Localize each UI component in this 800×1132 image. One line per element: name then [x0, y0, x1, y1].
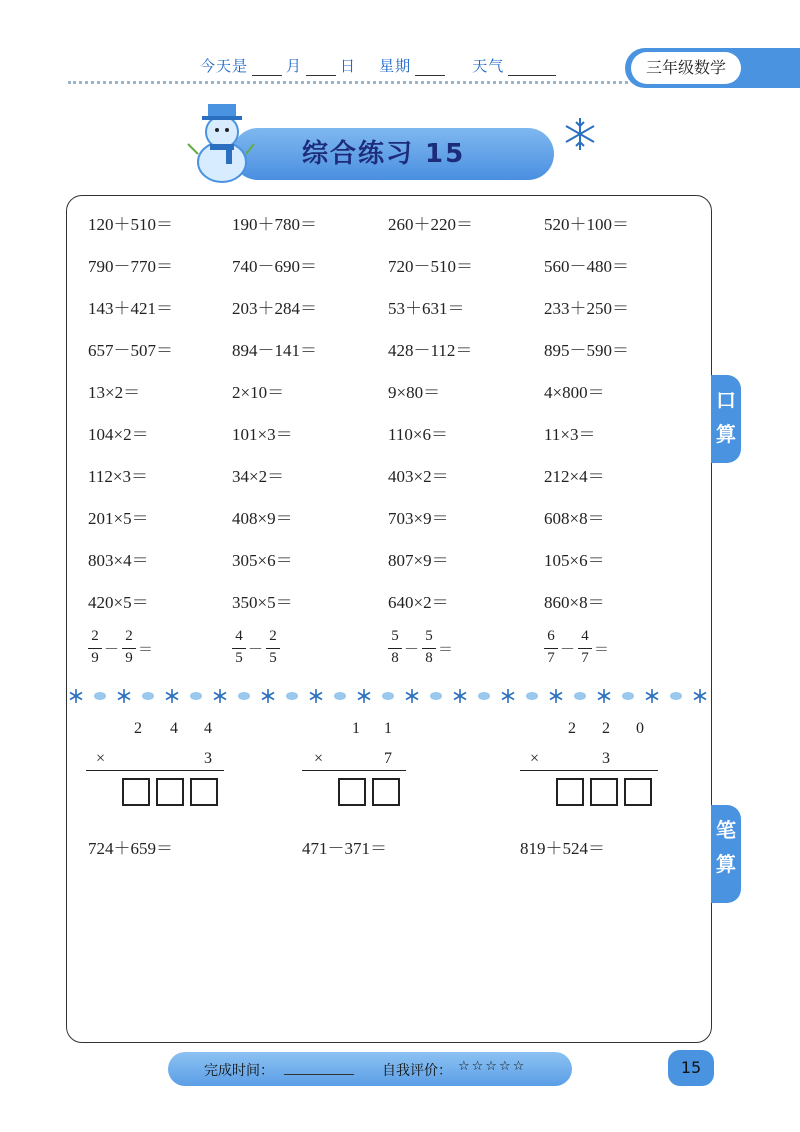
multiplicand-digit: 4 — [170, 720, 178, 737]
oral-problem[interactable]: 657－507＝ — [88, 341, 173, 360]
fraction-bar — [422, 648, 436, 649]
multiplier-digit: 3 — [602, 750, 610, 767]
oral-problem[interactable]: 9×80＝ — [388, 383, 441, 402]
multiplicand-digit: 2 — [568, 720, 576, 737]
weather-blank[interactable] — [508, 61, 556, 76]
oral-problem[interactable]: 403×2＝ — [388, 467, 449, 486]
snowman-icon — [186, 100, 256, 184]
oral-problem[interactable]: 720－510＝ — [388, 257, 473, 276]
weekday-blank[interactable] — [415, 61, 445, 76]
oral-problem[interactable]: 803×4＝ — [88, 551, 149, 570]
fraction-bar — [88, 648, 102, 649]
fraction-denominator: 7 — [581, 650, 589, 666]
oral-problem[interactable]: 112×3＝ — [88, 467, 148, 486]
fraction-denominator: 7 — [547, 650, 555, 666]
fraction-denominator: 5 — [235, 650, 243, 666]
completion-time-label: 完成时间： — [204, 1063, 274, 1079]
oral-problem[interactable]: 4×800＝ — [544, 383, 605, 402]
oral-problem[interactable]: 260＋220＝ — [388, 215, 473, 234]
multiplicand-digit: 1 — [384, 720, 392, 737]
date-weather-line — [200, 55, 560, 76]
oral-problem[interactable]: 120＋510＝ — [88, 215, 173, 234]
fraction-numerator: 5 — [425, 628, 433, 644]
fraction-operator: － — [560, 642, 576, 658]
rating-stars[interactable]: ☆☆☆☆☆ — [458, 1059, 527, 1074]
oral-problem[interactable]: 105×6＝ — [544, 551, 605, 570]
fraction-denominator: 9 — [91, 650, 99, 666]
month-label: 月 — [286, 57, 303, 75]
times-sign: × — [530, 750, 540, 767]
oral-problem[interactable]: 110×6＝ — [388, 425, 448, 444]
answer-box[interactable] — [156, 778, 184, 806]
fraction-equals: ＝ — [438, 642, 454, 658]
fraction-operator: － — [404, 642, 420, 658]
fraction-numerator: 4 — [581, 628, 589, 644]
answer-box[interactable] — [338, 778, 366, 806]
fraction-denominator: 8 — [391, 650, 399, 666]
fraction-bar — [544, 648, 558, 649]
oral-problem[interactable]: 740－690＝ — [232, 257, 317, 276]
fraction-denominator: 9 — [125, 650, 133, 666]
fraction-denominator: 5 — [269, 650, 277, 666]
oral-problem[interactable]: 190＋780＝ — [232, 215, 317, 234]
oral-problem[interactable]: 104×2＝ — [88, 425, 149, 444]
answer-box[interactable] — [372, 778, 400, 806]
day-blank[interactable] — [306, 61, 336, 76]
oral-problem[interactable]: 212×4＝ — [544, 467, 605, 486]
oral-problem[interactable]: 13×2＝ — [88, 383, 141, 402]
exercise-box — [66, 195, 712, 1043]
day-label: 日 — [340, 57, 357, 75]
oral-problem[interactable]: 53＋631＝ — [388, 299, 465, 318]
oral-problem[interactable]: 428－112＝ — [388, 341, 473, 360]
times-sign: × — [96, 750, 106, 767]
fraction-bar — [232, 648, 246, 649]
multiplicand-digit: 4 — [204, 720, 212, 737]
fraction-numerator: 5 — [391, 628, 399, 644]
self-evaluation-label: 自我评价： — [382, 1063, 452, 1079]
oral-problem[interactable]: 790－770＝ — [88, 257, 173, 276]
multiplicand-digit: 0 — [636, 720, 644, 737]
fraction-bar — [578, 648, 592, 649]
fraction-numerator: 2 — [91, 628, 99, 644]
fraction-operator: － — [248, 642, 264, 658]
oral-problem[interactable]: 34×2＝ — [232, 467, 285, 486]
oral-problem[interactable]: 350×5＝ — [232, 593, 293, 612]
multiplicand-digit: 1 — [352, 720, 360, 737]
fraction-numerator: 4 — [235, 628, 243, 644]
fraction-equals: ＝ — [594, 642, 610, 658]
written-problem[interactable]: 819＋524＝ — [520, 839, 605, 858]
answer-box[interactable] — [122, 778, 150, 806]
dotted-divider — [68, 81, 628, 84]
oral-problem[interactable]: 894－141＝ — [232, 341, 317, 360]
multiplicand-digit: 2 — [134, 720, 142, 737]
answer-box[interactable] — [556, 778, 584, 806]
written-problem[interactable]: 724＋659＝ — [88, 839, 173, 858]
oral-problem[interactable]: 143＋421＝ — [88, 299, 173, 318]
result-line — [86, 770, 224, 771]
footer-bar — [168, 1052, 572, 1086]
oral-problem[interactable]: 703×9＝ — [388, 509, 449, 528]
grade-tab — [625, 48, 800, 88]
oral-problem[interactable]: 640×2＝ — [388, 593, 449, 612]
fraction-numerator: 2 — [125, 628, 133, 644]
oral-problem[interactable]: 560－480＝ — [544, 257, 629, 276]
answer-box[interactable] — [190, 778, 218, 806]
page-number: 15 — [668, 1050, 714, 1086]
oral-problem[interactable]: 11×3＝ — [544, 425, 596, 444]
fraction-equals: ＝ — [138, 642, 154, 658]
result-line — [302, 770, 406, 771]
oral-problem[interactable]: 608×8＝ — [544, 509, 605, 528]
oral-problem[interactable]: 101×3＝ — [232, 425, 293, 444]
result-line — [520, 770, 658, 771]
oral-problem[interactable]: 233＋250＝ — [544, 299, 629, 318]
fraction-numerator: 6 — [547, 628, 555, 644]
oral-problem[interactable]: 408×9＝ — [232, 509, 293, 528]
grade-label: 三年级数学 — [631, 52, 741, 84]
fraction-bar — [388, 648, 402, 649]
fraction-bar — [266, 648, 280, 649]
answer-box[interactable] — [590, 778, 618, 806]
multiplicand-digit: 2 — [602, 720, 610, 737]
snowflake-icon — [560, 114, 600, 154]
oral-problem[interactable]: 2×10＝ — [232, 383, 285, 402]
multiplier-digit: 7 — [384, 750, 392, 767]
oral-problem[interactable]: 807×9＝ — [388, 551, 449, 570]
date-prefix: 今天是 — [200, 57, 249, 75]
fraction-denominator: 8 — [425, 650, 433, 666]
snowflake-divider — [66, 686, 710, 706]
fraction-bar — [122, 648, 136, 649]
completion-time-blank[interactable] — [284, 1074, 354, 1075]
month-blank[interactable] — [252, 61, 282, 76]
tab-written-calculation: 笔算 — [711, 805, 741, 903]
oral-problem[interactable]: 305×6＝ — [232, 551, 293, 570]
title-banner — [232, 128, 554, 180]
oral-problem[interactable]: 203＋284＝ — [232, 299, 317, 318]
tab-oral-calculation: 口算 — [711, 375, 741, 463]
answer-box[interactable] — [624, 778, 652, 806]
written-problem[interactable]: 471－371＝ — [302, 839, 387, 858]
page-title: 综合练习 15 — [302, 139, 466, 169]
oral-problem[interactable]: 895－590＝ — [544, 341, 629, 360]
weekday-label: 星期 — [379, 57, 412, 75]
fraction-numerator: 2 — [269, 628, 277, 644]
oral-problem[interactable]: 860×8＝ — [544, 593, 605, 612]
oral-problem[interactable]: 420×5＝ — [88, 593, 149, 612]
oral-problem[interactable]: 201×5＝ — [88, 509, 149, 528]
oral-problem[interactable]: 520＋100＝ — [544, 215, 629, 234]
times-sign: × — [314, 750, 324, 767]
fraction-operator: － — [104, 642, 120, 658]
weather-label: 天气 — [472, 57, 505, 75]
multiplier-digit: 3 — [204, 750, 212, 767]
